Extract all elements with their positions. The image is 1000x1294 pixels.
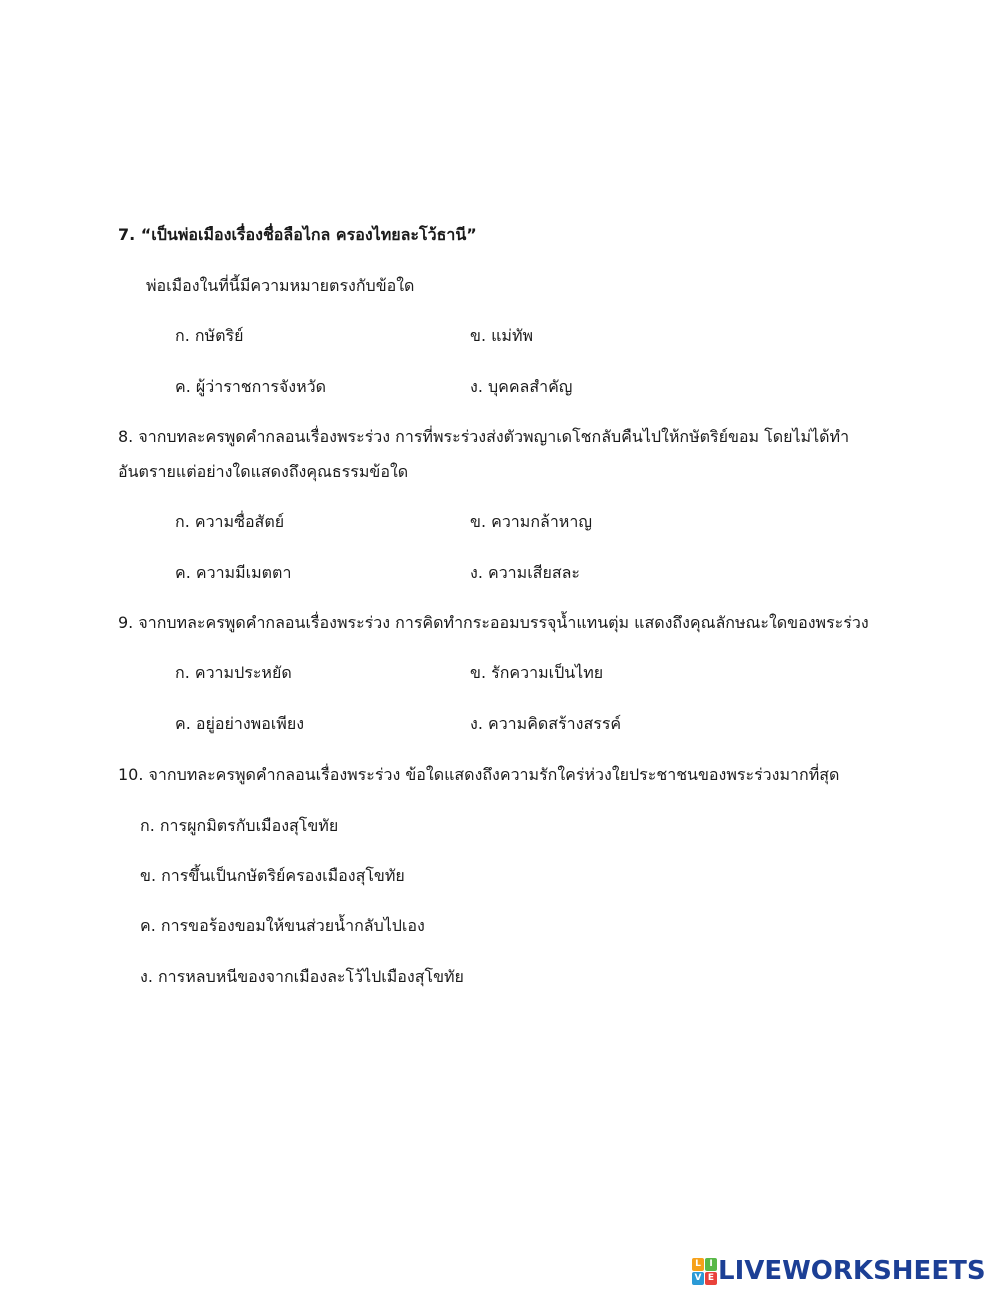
question-10-line-1: 10. จากบทละครพูดคำกลอนเรื่องพระร่วง ข้อใดแสดงถึงความรักใคร่ห่วงใยประชาชนของพระร่วงมากที่สุด xyxy=(118,765,840,784)
question-10-option-c: ค. การขอร้องขอมให้ขนส่วยน้ำกลับไปเอง xyxy=(140,916,425,935)
question-8-option-a: ก. ความซื่อสัตย์ xyxy=(175,512,285,531)
question-7-option-a: ก. กษัตริย์ xyxy=(175,326,244,345)
question-9-line-1: 9. จากบทละครพูดคำกลอนเรื่องพระร่วง การคิดทำกระออมบรรจุน้ำแทนตุ่ม แสดงถึงคุณลักษณะใดของพระร่วง xyxy=(118,613,869,632)
question-10-option-d: ง. การหลบหนีของจากเมืองละโว้ไปเมืองสุโขทัย xyxy=(140,967,464,986)
liveworksheets-logo xyxy=(692,1254,986,1288)
logo-letter-i: I xyxy=(705,1258,717,1271)
logo-mark-icon xyxy=(692,1258,716,1284)
logo-letter-v: V xyxy=(692,1272,704,1285)
question-10-option-b: ข. การขึ้นเป็นกษัตริย์ครองเมืองสุโขทัย xyxy=(140,866,405,885)
question-8-line-1: 8. จากบทละครพูดคำกลอนเรื่องพระร่วง การที่พระร่วงส่งตัวพญาเดโชกลับคืนไปให้กษัตริย์ขอม โดยไม่ได้ทำ xyxy=(118,427,850,446)
question-8-option-b: ข. ความกล้าหาญ xyxy=(470,512,592,531)
question-9-option-d: ง. ความคิดสร้างสรรค์ xyxy=(470,714,622,733)
logo-letter-e: E xyxy=(705,1272,717,1285)
question-9-option-b: ข. รักความเป็นไทย xyxy=(470,663,604,682)
question-10-option-a: ก. การผูกมิตรกับเมืองสุโขทัย xyxy=(140,816,339,835)
question-8-line-2: อันตรายแต่อย่างใดแสดงถึงคุณธรรมข้อใด xyxy=(118,462,409,481)
question-9-option-c: ค. อยู่อย่างพอเพียง xyxy=(175,714,304,733)
logo-wordmark: LIVEWORKSHEETS xyxy=(718,1256,986,1286)
logo-letter-l: L xyxy=(692,1258,704,1271)
question-7-option-c: ค. ผู้ว่าราชการจังหวัด xyxy=(175,377,327,396)
question-7-option-d: ง. บุคคลสำคัญ xyxy=(470,377,573,396)
question-7-stem: พ่อเมืองในที่นี้มีความหมายตรงกับข้อใด xyxy=(146,276,415,295)
question-7-title: 7. “เป็นพ่อเมืองเรื่องชื่อลือไกล ครองไทยละโว้ธานี” xyxy=(118,225,477,244)
question-8-option-d: ง. ความเสียสละ xyxy=(470,563,580,582)
question-7-option-b: ข. แม่ทัพ xyxy=(470,326,534,345)
question-9-option-a: ก. ความประหยัด xyxy=(175,663,292,682)
question-8-option-c: ค. ความมีเมตตา xyxy=(175,563,292,582)
